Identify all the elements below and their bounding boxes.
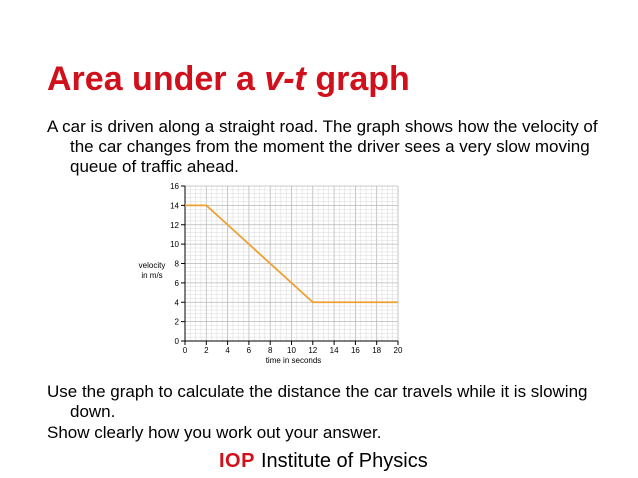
- x-tick-label: 8: [267, 346, 273, 355]
- y-tick-label: 0: [174, 337, 179, 346]
- y-tick-label: 12: [170, 220, 179, 230]
- x-tick-label: 14: [329, 346, 339, 355]
- x-tick-label: 10: [287, 346, 296, 355]
- question-text: Use the graph to calculate the distance the car travels while it is slowing down.: [47, 382, 588, 421]
- iop-logo-mark: IOP: [219, 450, 255, 472]
- x-tick-label: 20: [393, 346, 403, 355]
- y-tick-label: 2: [174, 317, 179, 327]
- iop-logo: [219, 450, 428, 473]
- x-tick-label: 2: [204, 346, 209, 355]
- x-tick-label: 6: [246, 346, 252, 355]
- y-axis-label: velocity in m/s: [138, 261, 166, 280]
- instruction-text: Show clearly how you work out your answer.: [47, 423, 382, 442]
- x-axis-label: time in seconds: [265, 356, 322, 365]
- y-tick-label: 6: [174, 278, 179, 288]
- x-tick-label: 4: [225, 346, 230, 355]
- x-tick-label: 16: [350, 346, 360, 355]
- title-text-2: graph: [305, 60, 410, 98]
- y-tick-label: 16: [170, 182, 179, 191]
- institute-name: Institute of Physics: [260, 450, 428, 472]
- intro-text: A car is driven along a straight road. The graph shows how the velocity of the car changes from the moment the driver sees a very slow moving queue of traffic ahead.: [47, 117, 598, 176]
- title-variable: v-t: [264, 60, 306, 98]
- y-tick-label: 14: [170, 201, 179, 211]
- y-tick-label: 10: [170, 240, 179, 250]
- y-tick-label: 8: [174, 259, 179, 269]
- x-tick-label: 12: [308, 346, 318, 355]
- y-tick-label: 4: [174, 298, 179, 308]
- title-text-1: Area under a: [47, 60, 265, 98]
- x-tick-label: 0: [182, 346, 188, 355]
- x-tick-label: 18: [372, 346, 382, 355]
